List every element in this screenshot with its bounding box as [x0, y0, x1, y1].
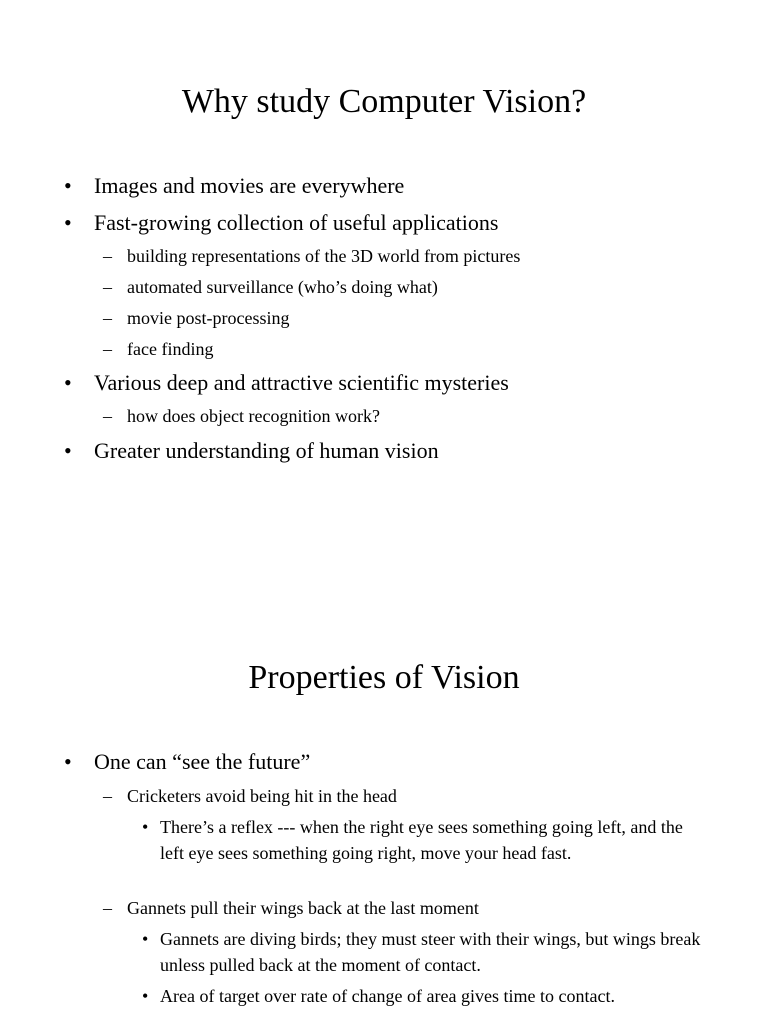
- sub-bullet-marker: –: [103, 277, 112, 297]
- bullet-text: Greater understanding of human vision: [94, 438, 439, 463]
- bullet-marker: •: [64, 370, 72, 395]
- bullet-text: Fast-growing collection of useful applications: [94, 210, 499, 235]
- sub-bullet-text: Gannets pull their wings back at the last moment: [127, 898, 479, 918]
- sub-sub-bullet-marker: •: [142, 929, 149, 949]
- bullet-marker: •: [64, 173, 72, 198]
- sub-sub-bullet-text: There’s a reflex --- when the right eye sees something going left, and the left eye sees something going right, move your head fast.: [160, 817, 683, 863]
- sub-bullet-text: how does object recognition work?: [127, 406, 380, 426]
- bullet-marker: •: [64, 438, 72, 463]
- sub-bullet-text: automated surveillance (who’s doing what): [127, 277, 438, 297]
- sub-bullet-text: movie post-processing: [127, 308, 290, 328]
- slide-title: Properties of Vision: [248, 659, 520, 696]
- sub-bullet-marker: –: [103, 406, 112, 426]
- sub-sub-bullet-marker: •: [142, 817, 149, 837]
- sub-bullet-marker: –: [103, 339, 112, 359]
- sub-sub-bullet-text: Gannets are diving birds; they must steer with their wings, but wings break unless pulled back at the moment of contact.: [160, 929, 701, 975]
- bullet-text: Various deep and attractive scientific mysteries: [94, 370, 509, 395]
- sub-bullet-text: building representations of the 3D world from pictures: [127, 246, 521, 266]
- sub-bullet-marker: –: [103, 898, 112, 918]
- sub-sub-bullet-marker: •: [142, 986, 149, 1006]
- bullet-text: Images and movies are everywhere: [94, 173, 405, 198]
- sub-bullet-text: face finding: [127, 339, 214, 359]
- sub-bullet-marker: –: [103, 246, 112, 266]
- bullet-marker: •: [64, 210, 72, 235]
- bullet-text: One can “see the future”: [94, 749, 311, 774]
- sub-bullet-marker: –: [103, 308, 112, 328]
- slide-properties-of-vision: [0, 512, 768, 1024]
- slide-title: Why study Computer Vision?: [181, 83, 587, 120]
- sub-sub-bullet-text: Area of target over rate of change of area gives time to contact.: [160, 986, 615, 1006]
- sub-bullet-marker: –: [103, 786, 112, 806]
- sub-bullet-text: Cricketers avoid being hit in the head: [127, 786, 397, 806]
- bullet-marker: •: [64, 749, 72, 774]
